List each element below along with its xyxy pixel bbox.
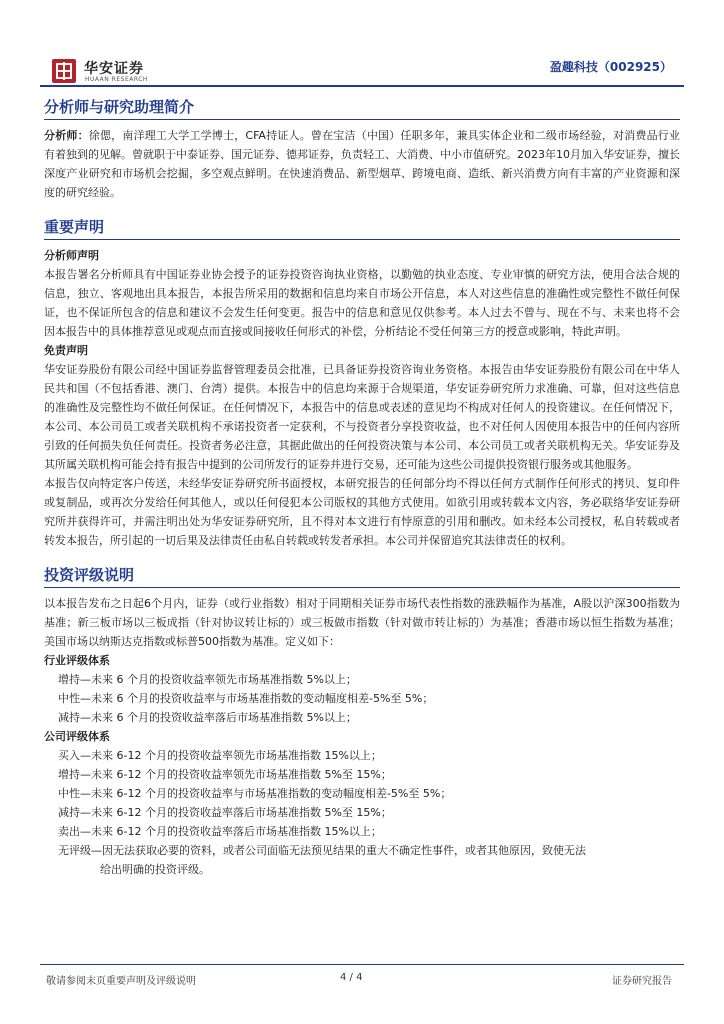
company-rating-item: 卖出—未来 6-12 个月的投资收益率落后市场基准指数 15%以上； (58, 825, 382, 838)
section-divider (44, 239, 680, 240)
exemption-paragraph-2: 本报告仅向特定客户传送，未经华安证券研究所书面授权，本研究报告的任何部分均不得以任何方式制作任何形式的拷贝、复印件或复制品，或再次分发给任何其他人，或以任何侵犯本公司版权的其他方式使用。如欲引用或转载本文内容，务必联络华安证券研究所并获得许可，并需注明出处为华安证券研究所，且不得对本文进行有悖原意的引用和删改。如未经本公司授权，私自转载或者转发本报告，所引起的一切后果及法律责任由私自转载或转发者承担。本公司并保留追究其法律责任的权利。 (44, 477, 680, 547)
footer-note: 敬请参阅末页重要声明及评级说明 (46, 976, 196, 987)
no-rating-item (44, 841, 680, 879)
brand-name: 华安证券 (84, 61, 144, 77)
company-rating-item: 减持—未来 6-12 个月的投资收益率落后市场基准指数 5%至 15%； (58, 806, 392, 819)
industry-rating-item: 减持—未来 6 个月的投资收益率落后市场基准指数 5%以上； (58, 711, 357, 724)
no-rating-line-1: 无评级—因无法获取必要的资料，或者公司面临无法预见结果的重大不确定性事件，或者其他原因，致使无法 (58, 844, 586, 857)
analyst-intro (44, 126, 680, 202)
section-divider (44, 119, 680, 120)
analyst-section-title: 分析师与研究助理简介 (44, 98, 195, 116)
industry-rating-title: 行业评级体系 (44, 654, 110, 667)
stock-title: 盈趣科技（002925） (549, 60, 672, 74)
exemption-title: 免责声明 (44, 344, 88, 357)
industry-rating-item: 增持—未来 6 个月的投资收益率领先市场基准指数 5%以上； (58, 673, 357, 686)
company-rating-item: 买入—未来 6-12 个月的投资收益率领先市场基准指数 15%以上； (58, 749, 382, 762)
exemption-paragraph-1: 华安证券股份有限公司经中国证券监督管理委员会批准，已具备证券投资咨询业务资格。本报告由华安证券股份有限公司在中华人民共和国（不包括香港、澳门、台湾）提供。本报告中的信息均来源于合规渠道，华安证券研究所力求准确、可靠，但对这些信息的准确性及完整性均不做任何保证。在任何情况下，本报告中的信息或表述的意见均不构成对任何人的投资建议。在任何情况下，本公司、本公司员工或者关联机构不承诺投资者一定获利，不与投资者分享投资收益，也不对任何人因使用本报告中的任何内容所引致的任何损失负任何责任。投资者务必注意，其据此做出的任何投资决策与本公司、本公司员工或者关联机构无关。华安证券及其所属关联机构可能会持有报告中提到的公司所发行的证券并进行交易，还可能为这些公司提供投资银行服务或其他服务。 (44, 363, 680, 471)
brand-subtitle: HUAAN RESEARCH (85, 76, 148, 83)
no-rating-line-2: 给出明确的投资评级。 (100, 863, 210, 876)
huaan-logo-icon (52, 59, 76, 83)
header-divider (40, 85, 684, 87)
analyst-statement: 本报告署名分析师具有中国证券业协会授予的证券投资咨询执业资格，以勤勉的执业态度、专业审慎的研究方法，使用合法合规的信息，独立、客观地出具本报告，本报告所采用的数据和信息均来自市场公开信息，本人对这些信息的准确性或完整性不做任何保证，也不保证所包含的信息和建议不会发生任何变更。报告中的信息和意见仅供参考。本人过去不曾与、现在不与、未来也将不会因本报告中的具体推荐意见或观点而直接或间接收任何形式的补偿，分析结论不受任何第三方的授意或影响，特此声明。 (44, 268, 680, 338)
rating-intro: 以本报告发布之日起6个月内，证券（或行业指数）相对于同期相关证券市场代表性指数的涨跌幅作为基准，A股以沪深300指数为基准；新三板市场以三板成指（针对协议转让标的）或三板做市指数（针对做市转让标的）为基准；香港市场以恒生指数为基准；美国市场以纳斯达克指数或标普500指数为基准。定义如下： (44, 597, 680, 648)
page-header (40, 52, 684, 86)
industry-rating-item: 中性—未来 6 个月的投资收益率与市场基准指数的变动幅度相差-5%至 5%； (58, 692, 434, 705)
disclaimer-section-title: 重要声明 (44, 218, 105, 236)
analyst-text: 徐偲，南洋理工大学工学博士，CFA持证人。曾在宝洁（中国）任职多年，兼具实体企业和二级市场经验，对消费品行业有着独到的见解。曾就职于中泰证券、国元证券、德邦证券，负责轻工、大消费、中小市值研究。2023年10月加入华安证券，擅长深度产业研究和市场机会挖掘，多空观点鲜明。在快速消费品、新型烟草、跨境电商、造纸、新兴消费方向有丰富的产业资源和深度的研究经验。 (44, 129, 680, 199)
company-rating-item: 增持—未来 6-12 个月的投资收益率领先市场基准指数 5%至 15%； (58, 768, 392, 781)
section-divider (44, 587, 680, 588)
company-rating-item: 中性—未来 6-12 个月的投资收益率与市场基准指数的变动幅度相差-5%至 5%； (58, 787, 452, 800)
footer-divider (40, 964, 684, 965)
company-rating-title: 公司评级体系 (44, 730, 110, 743)
analyst-statement-title: 分析师声明 (44, 249, 99, 262)
report-type: 证券研究报告 (612, 976, 672, 987)
rating-section-title: 投资评级说明 (44, 566, 135, 584)
analyst-label: 分析师： (44, 129, 89, 142)
page-content (44, 96, 680, 879)
page-number: 4 / 4 (340, 972, 363, 983)
